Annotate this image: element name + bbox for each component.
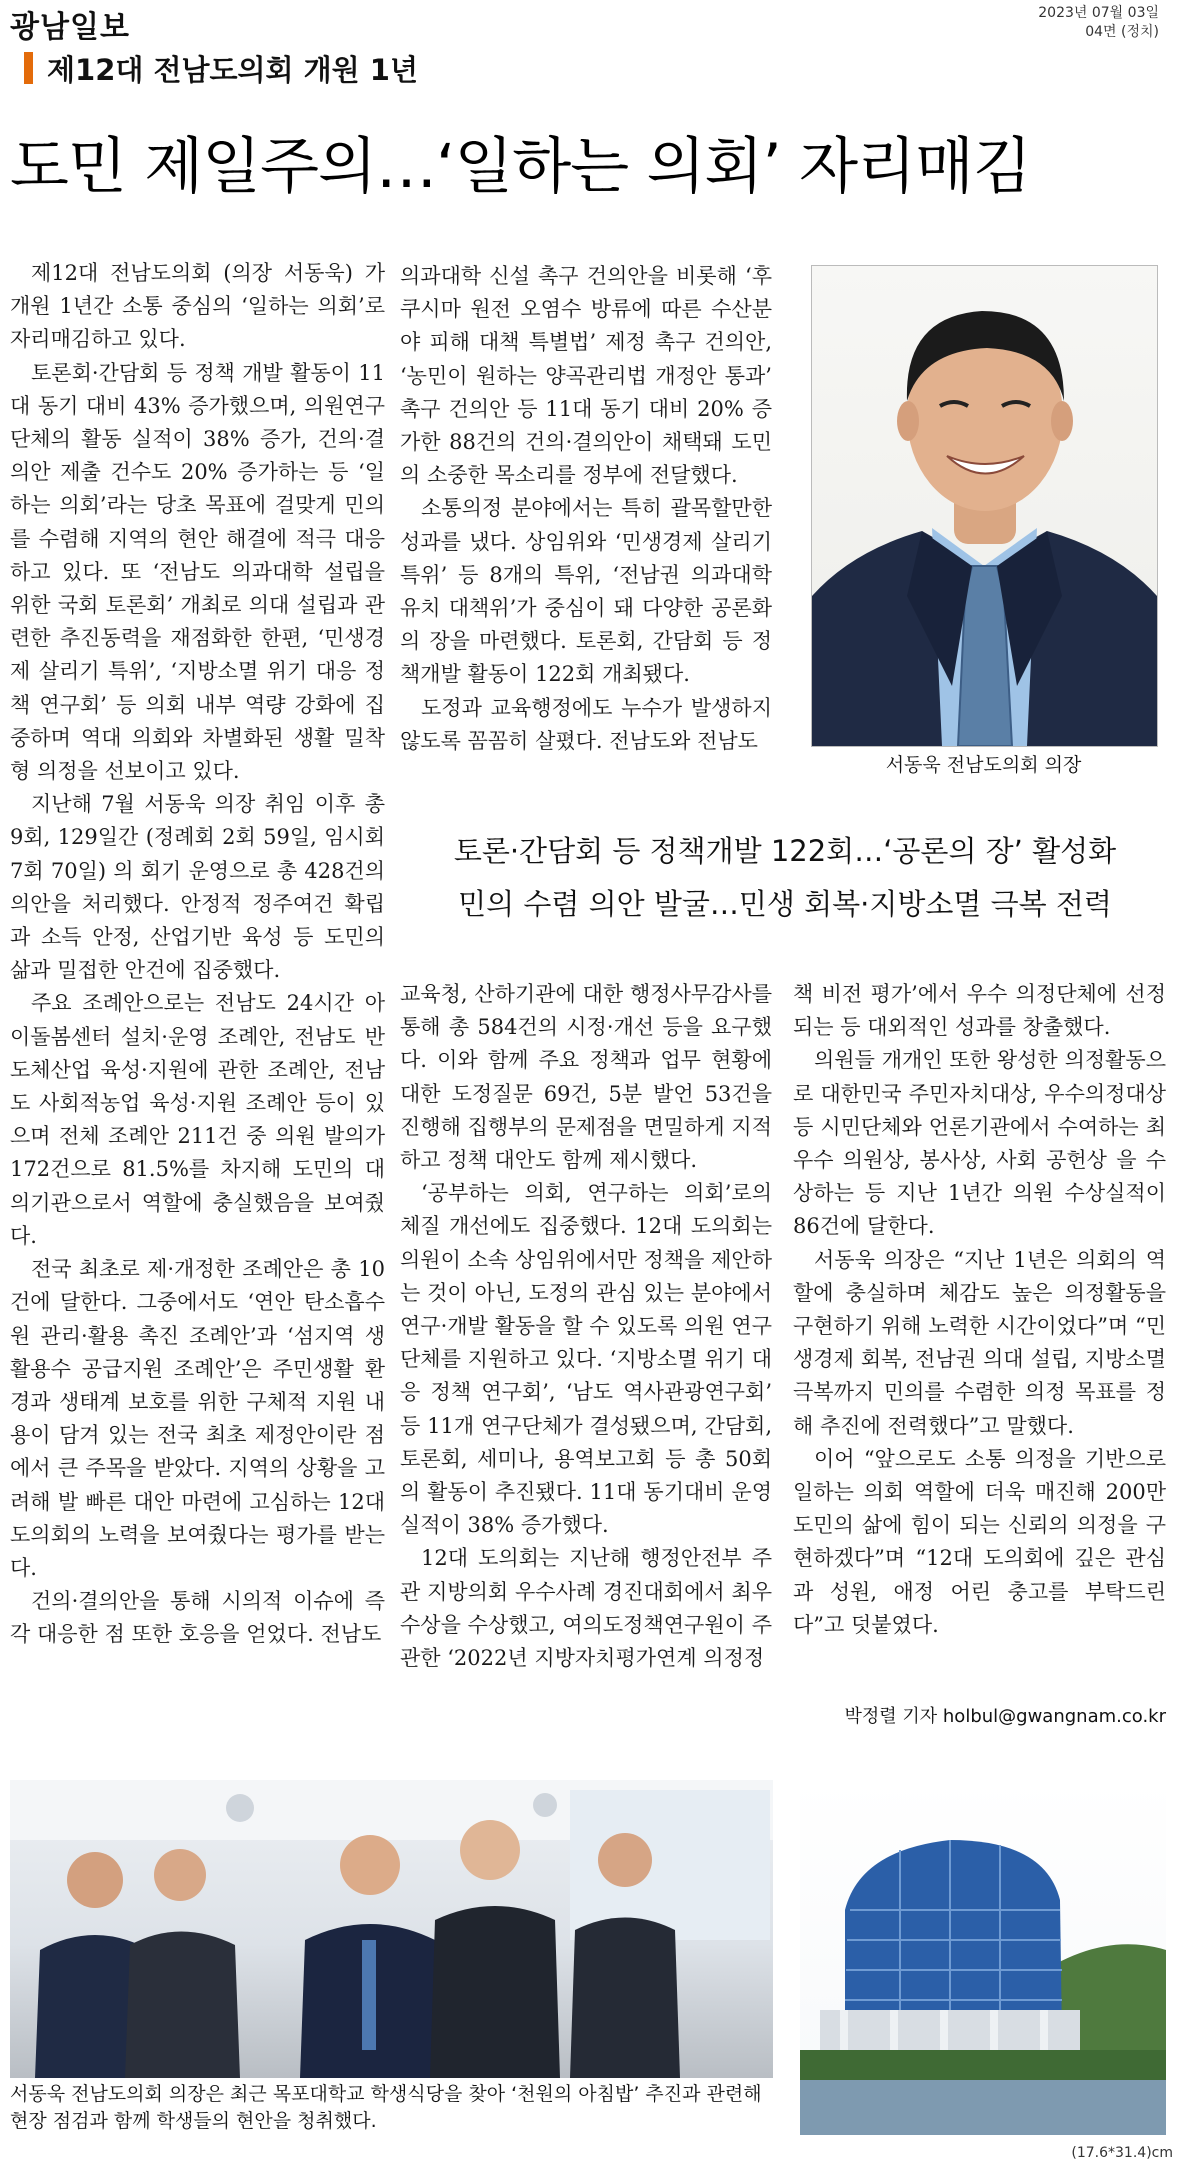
portrait-caption: 서동욱 전남도의회 의장 — [885, 754, 1082, 776]
article-column-2-bottom — [400, 978, 772, 1675]
paragraph: 지난해 7월 서동욱 의장 취임 이후 총 9회, 129일간 (정례회 2회 59일, 임시회 7회 70일) 의 회기 운영으로 총 428건의 의안을 처리했다. 안정적 정주여건 확립과 소득 안정, 산업기반 육성 등 도민의 삶과 밀접한 안건에 집중했다. — [10, 792, 385, 983]
paragraph: 전국 최초로 제·개정한 조례안은 총 10건에 달한다. 그중에서도 ‘연안 탄소흡수원 관리·활용 촉진 조례안’과 ‘섬지역 생활용수 공급지원 조례안’은 주민생활 환경과 생태계 보호를 위한 구체적 지원 내용이 담겨 있는 전국 최초 제정안이란 점에서 큰 주목을 받았다. 지역의 상황을 고려해 발 빠른 대안 마련에 고심하는 12대 도의회의 노력을 보여줬다는 평가를 받는다. — [10, 1257, 385, 1580]
size-note: (17.6*31.4)cm — [1071, 2145, 1173, 2161]
portrait-illustration — [812, 266, 1157, 746]
group-photo-illustration — [10, 1780, 773, 2078]
paragraph: 12대 도의회는 지난해 행정안전부 주관 지방의회 우수사례 경진대회에서 최우수상을 수상했고, 여의도정책연구원이 주관한 ‘2022년 지방자치평가연계 의정정 — [400, 1546, 772, 1671]
subhead: 민의 수렴 의안 발굴…민생 회복·지방소멸 극복 전력 — [458, 887, 1112, 921]
council-building-photo — [800, 1780, 1166, 2135]
paragraph: 의과대학 신설 촉구 건의안을 비롯해 ‘후쿠시마 원전 오염수 방류에 따른 수산분야 피해 대책 특별법’ 제정 촉구 건의안, ‘농민이 원하는 양곡관리법 개정안 통과’ 촉구 건의안 등 11대 동기 대비 20% 증가한 88건의 건의·결의안이 채택돼 도민의 소중한 목소리를 정부에 전달했다. — [400, 264, 772, 488]
bottom-photo-caption: 서동욱 전남도의회 의장은 최근 목포대학교 학생식당을 찾아 ‘천원의 아침밥’ 추진과 관련해 현장 점검과 함께 학생들의 현안을 청취했다. — [10, 2083, 762, 2132]
paragraph: 교육청, 산하기관에 대한 행정사무감사를 통해 총 584건의 시정·개선 등을 요구했다. 이와 함께 주요 정책과 업무 현황에 대한 도정질문 69건, 5분 발언 53건을 진행해 집행부의 문제점을 면밀하게 지적하고 정책 대안도 함께 제시했다. — [400, 982, 772, 1173]
portrait-photo — [811, 265, 1158, 747]
article-column-1 — [10, 257, 385, 1652]
paragraph: 소통의정 분야에서는 특히 괄목할만한 성과를 냈다. 상임위와 ‘민생경제 살리기 특위’ 등 8개의 특위, ‘전남권 의과대학 유치 대책위’가 중심이 돼 다양한 공론화의 장을 마련했다. 토론회, 간담회 등 정책개발 활동이 122회 개최됐다. — [400, 496, 772, 687]
subheads — [400, 825, 1170, 931]
byline: 박정렬 기자 holbul@gwangnam.co.kr — [844, 1706, 1166, 1727]
paragraph: 토론회·간담회 등 정책 개발 활동이 11대 동기 대비 43% 증가했으며, 의원연구단체의 활동 실적이 38% 증가, 건의·결의안 제출 건수도 20% 증가하는 등 ‘일하는 의회’라는 당초 목표에 걸맞게 민의를 수렴해 지역의 현안 해결에 적극 대응하고 있다. 또 ‘전남도 의과대학 설립을 위한 국회 토론회’ 개최로 의대 설립과 관련한 추진동력을 재점화한 한편, ‘민생경제 살리기 특위’, ‘지방소멸 위기 대응 정책 연구회’ 등 의회 내부 역량 강화에 집중하며 역대 의회와 차별화된 생활 밀착형 의정을 선보이고 있다. — [10, 360, 385, 784]
building-illustration — [800, 1780, 1166, 2135]
article-column-3-bottom — [793, 978, 1166, 1642]
page-section: 04면 (정치) — [1085, 24, 1159, 40]
paragraph: 이어 “앞으로도 소통 의정을 기반으로 일하는 의회 역할에 더욱 매진해 200만 도민의 삶에 힘이 되는 신뢰의 의정을 구현하겠다”며 “12대 도의회에 깊은 관심과 성원, 애정 어린 충고를 부탁드린다”고 덧붙였다. — [793, 1446, 1166, 1637]
paragraph: 주요 조례안으로는 전남도 24시간 아이돌봄센터 설치·운영 조례안, 전남도 반도체산업 육성·지원에 관한 조례안, 전남도 사회적농업 육성·지원 조례안 등이 있으며 전체 조례안 211건 중 의원 발의가 172건으로 81.5%를 차지해 도민의 대의기관으로서 역할에 충실했음을 보여줬다. — [10, 991, 385, 1248]
subhead: 토론·간담회 등 정책개발 122회…‘공론의 장’ 활성화 — [453, 834, 1117, 868]
cafeteria-visit-photo — [10, 1780, 773, 2078]
dateline — [1038, 4, 1159, 42]
series-label — [24, 50, 418, 86]
series-accent-bar — [24, 52, 33, 84]
paragraph: ‘공부하는 의회, 연구하는 의회’로의 체질 개선에도 집중했다. 12대 도의회는 의원이 소속 상임위에서만 정책을 제안하는 것이 아닌, 도정의 관심 있는 분야에서 연구·개발 활동을 할 수 있도록 의원 연구단체를 지원하고 있다. ‘지방소멸 위기 대응 정책 연구회’, ‘남도 역사관광연구회’ 등 11개 연구단체가 결성됐으며, 간담회, 토론회, 세미나, 용역보고회 등 총 50회의 활동이 추진됐다. 11대 동기대비 운영 실적이 38% 증가했다. — [400, 1181, 772, 1538]
paragraph: 도정과 교육행정에도 누수가 발생하지 않도록 꼼꼼히 살폈다. 전남도와 전남도 — [400, 695, 772, 753]
headline: 도민 제일주의…‘일하는 의회’ 자리매김 — [10, 131, 1031, 202]
newspaper-masthead: 광남일보 — [10, 10, 130, 45]
paragraph: 건의·결의안을 통해 시의적 이슈에 즉각 대응한 점 또한 호응을 얻었다. 전남도 — [10, 1589, 385, 1647]
paragraph: 책 비전 평가’에서 우수 의정단체에 선정되는 등 대외적인 성과를 창출했다. — [793, 982, 1166, 1040]
paragraph: 서동욱 의장은 “지난 1년은 의회의 역할에 충실하며 체감도 높은 의정활동을 구현하기 위해 노력한 시간이었다”며 “민생경제 회복, 전남권 의대 설립, 지방소멸 극복까지 민의를 수렴한 의정 목표를 정해 추진에 전력했다”고 말했다. — [793, 1247, 1166, 1438]
series-label-text: 제12대 전남도의회 개원 1년 — [47, 52, 418, 87]
paragraph: 의원들 개개인 또한 왕성한 의정활동으로 대한민국 주민자치대상, 우수의정대상 등 시민단체와 언론기관에서 수여하는 최우수 의원상, 봉사상, 사회 공헌상 을 수상하는 등 지난 1년간 의원 수상실적이 86건에 달한다. — [793, 1048, 1166, 1239]
article-column-2-top — [400, 260, 772, 758]
issue-date: 2023년 07월 03일 — [1038, 5, 1159, 21]
paragraph: 제12대 전남도의회 (의장 서동욱) 가 개원 1년간 소통 중심의 ‘일하는 의회’로 자리매김하고 있다. — [10, 261, 385, 352]
